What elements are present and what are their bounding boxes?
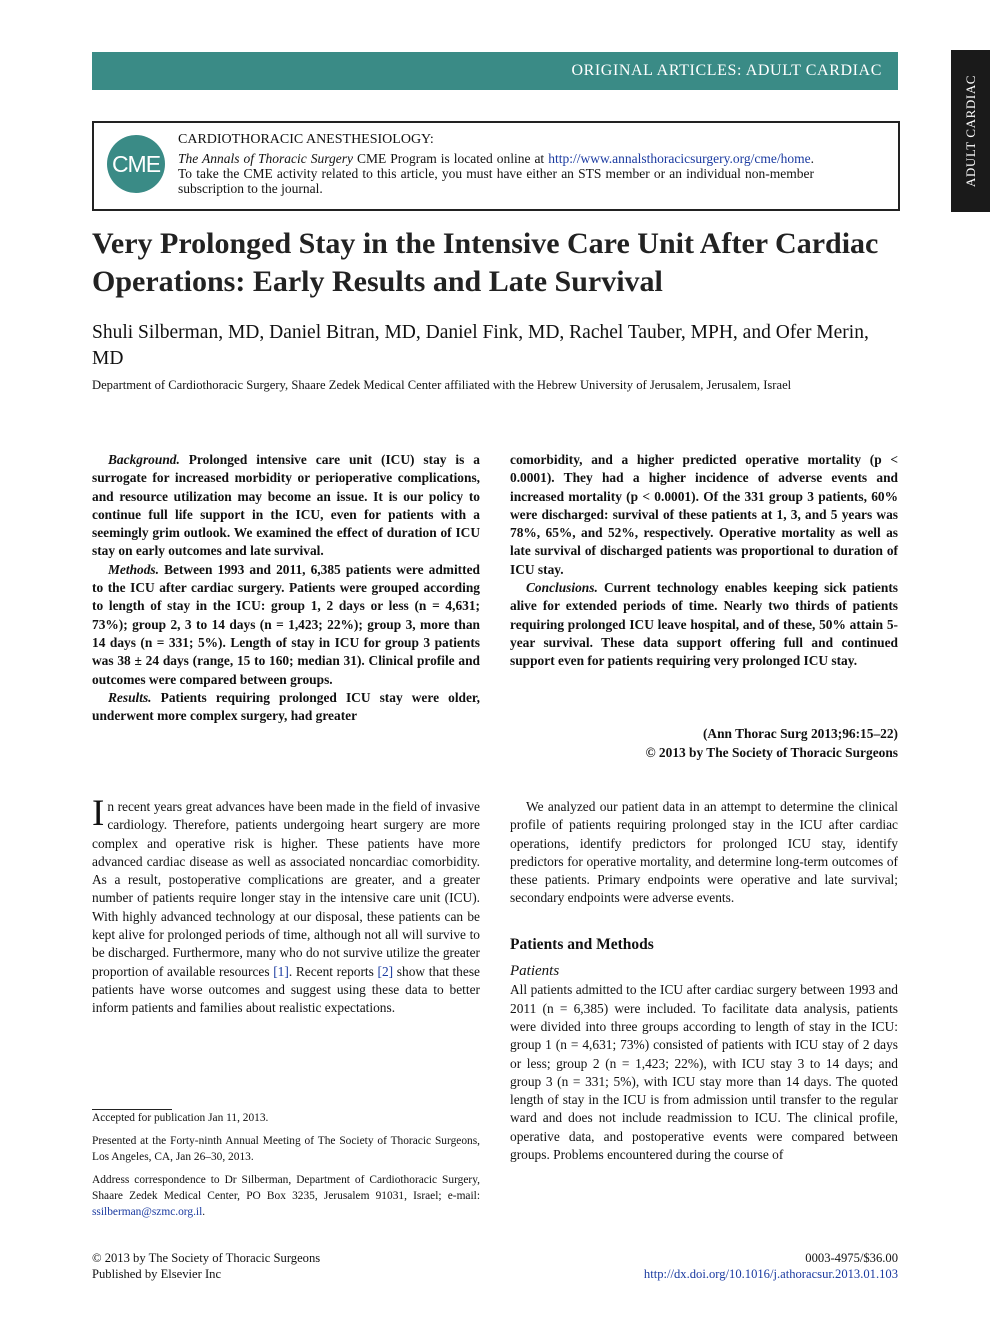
footer-issn: 0003-4975/$36.00 <box>805 1251 898 1265</box>
abstract-background-text: Prolonged intensive care unit (ICU) stay is a surrogate for increased morbidity or perioperative complications, and resource utilization may become an issue. It is our policy to continue full life support in the ICU, even for patients with a seemingly grim outlook. We examined the effect of duration of ICU stay on early outcomes and late survival. <box>92 452 480 559</box>
abstract-conclusions-label: Conclusions. <box>526 580 598 596</box>
doi-link[interactable]: http://dx.doi.org/10.1016/j.athoracsur.2013.01.103 <box>643 1267 898 1281</box>
intro-text-b: . Recent reports <box>288 963 378 979</box>
cme-text <box>178 151 814 196</box>
footer-publisher: Published by Elsevier Inc <box>92 1267 222 1281</box>
abstract-conclusions-text: Current technology enables keeping sick patients alive for extended periods of time. Nearly two thirds of patients requiring prolonged ICU leave hospital, and of these, 50% attain 5-year survival. These data support offering full and continued support even for patients requiring very prolonged ICU stay. <box>510 580 898 669</box>
footnote-accepted: Accepted for publication Jan 11, 2013. <box>92 1112 269 1124</box>
footer-copyright: © 2013 by The Society of Thoracic Surgeons <box>92 1251 321 1265</box>
abstract-results-start <box>92 689 480 726</box>
intro-paragraph <box>92 793 480 1018</box>
reference-1-link[interactable]: [1] <box>273 963 289 979</box>
citation-block <box>510 724 898 762</box>
intro-text-c: show that these patients have worse outcomes and suggest using these data to better inform patients and families about realistic expectations. <box>92 963 480 1016</box>
side-section-tab-label: ADULT CARDIAC <box>962 74 978 188</box>
footer-right <box>560 1250 898 1282</box>
drop-cap: I <box>92 793 105 834</box>
footer-left <box>92 1250 320 1282</box>
study-aims-paragraph: We analyzed our patient data in an attempt to determine the clinical profile of patients requiring prolonged stay in the ICU after cardiac operations, identify predictors for prolonged ICU stay, identify predictors for operative mortality, and determine long-term outcomes of these patients. Primary endpoints were operative and late survival; secondary endpoints were adverse events. <box>510 799 898 906</box>
footnote-address-text: Address correspondence to Dr Silberman, Department of Cardiothoracic Surgery, Shaare Zedek Medical Center, PO Box 3235, Jerusalem 91031, Israel; e-mail: <box>92 1174 480 1202</box>
email-link[interactable]: ssilberman@szmc.org.il <box>92 1206 203 1218</box>
cme-logo-icon: CME <box>107 135 165 193</box>
abstract-copyright: © 2013 by The Society of Thoracic Surgeons <box>645 745 898 760</box>
section-banner <box>92 52 898 90</box>
abstract-conclusions <box>510 579 898 670</box>
body-left-column <box>92 793 480 1018</box>
abstract-results-text-a: Patients requiring prolonged ICU stay were older, underwent more complex surgery, had greater <box>92 689 480 724</box>
footnote-presented: Presented at the Forty-ninth Annual Meeting of The Society of Thoracic Surgeons, Los Angeles, CA, Jan 26–30, 2013. <box>92 1135 480 1163</box>
patients-paragraph: All patients admitted to the ICU after cardiac surgery between 1993 and 2011 (n = 6,385) were included. To facilitate data analysis, patients were divided into three groups according to length of stay in the ICU: group 1 (n = 4,631; 73%) consisted of patients with ICU stay of 2 days or less; group 2 (n = 1,423; 22%), with ICU stay 3 to 14 days; and group 3 (n = 331; 5%), with ICU stay more than 14 days. The quoted length of stay in the ICU is from admission until transfer to the regular ward and does not include readmission to ICU. The clinical profile, operative data, and postoperative events were compared between groups. Problems encountered during the course of <box>510 982 898 1163</box>
abstract-methods-label: Methods. <box>108 561 159 577</box>
article-title: Very Prolonged Stay in the Intensive Care Unit After Cardiac Operations: Early Results and Late Survival <box>92 227 879 298</box>
cme-url-link[interactable]: http://www.annalsthoracicsurgery.org/cme/home <box>548 151 811 166</box>
cme-rest-text: . To take the CME activity related to this article, you must have either an STS member or an individual non-member subscription to the journal. <box>178 151 814 196</box>
journal-name: The Annals of Thoracic Surgery <box>178 151 353 166</box>
side-section-tab <box>951 50 990 212</box>
journal-citation: (Ann Thorac Surg 2013;96:15–22) <box>702 726 898 741</box>
subsection-heading: Patients <box>510 963 560 980</box>
intro-text-a: n recent years great advances have been made in the field of invasive cardiology. Therefore, patients undergoing heart surgery are more complex and operative risk is higher. These patients have more advanced cardiac disease as well as associated noncardiac comorbidity. As a result, postoperative complications are greater, and a greater number of patients require longer stay in the intensive care unit (ICU). With highly advanced technology at our disposal, these patients can be kept alive for prolonged periods of time, although not all will survive to be discharged. Furthermore, many who do not survive utilize the greater proportion of available resources <box>92 799 480 979</box>
body-right-column <box>510 798 898 1164</box>
abstract-background <box>92 451 480 561</box>
cme-located-text: CME Program is located online at <box>352 151 549 166</box>
abstract-results-continued: comorbidity, and a higher predicted operative mortality (p < 0.0001). They had a higher incidence of adverse events and increased mortality (p < 0.0001). Of the 331 group 3 patients, 60% were discharged: survival of these patients at 1, 3, and 5 years was 78%, 65%, and 52%, respectively. Operative mortality as well as late survival of discharged patients was proportional to duration of ICU stay. <box>510 452 898 577</box>
section-heading: Patients and Methods <box>510 935 654 953</box>
abstract-results-label: Results. <box>108 689 152 705</box>
abstract-methods <box>92 561 480 689</box>
abstract-methods-text: Between 1993 and 2011, 6,385 patients were admitted to the ICU after cardiac surgery. Patients were grouped according to length of stay in the ICU: group 1, 2 days or less (n = 4,631; 73%); group 2, 3 to 14 days (n = 1,423; 22%); group 3, more than 14 days (n = 331; 5%). Length of stay in ICU for group 3 patients was 38 ± 24 days (range, 15 to 160; median 31). Clinical profile and outcomes were compared between groups. <box>92 561 480 687</box>
author-list: Shuli Silberman, MD, Daniel Bitran, MD, Daniel Fink, MD, Rachel Tauber, MPH, and Ofer Merin, MD <box>92 322 869 369</box>
affiliation: Department of Cardiothoracic Surgery, Shaare Zedek Medical Center affiliated with the Hebrew University of Jerusalem, Jerusalem, Israel <box>92 378 792 392</box>
abstract-background-label: Background. <box>108 452 180 467</box>
cme-notice-box <box>92 121 900 211</box>
cme-heading: CARDIOTHORACIC ANESTHESIOLOGY: <box>178 132 434 147</box>
reference-2-link[interactable]: [2] <box>377 963 394 979</box>
section-banner-label: ORIGINAL ARTICLES: ADULT CARDIAC <box>571 62 882 79</box>
footnote-address <box>92 1172 480 1220</box>
footnotes <box>92 1110 480 1227</box>
abstract-right-column <box>510 451 898 671</box>
abstract-left-column <box>92 451 480 725</box>
footnote-address-end: . <box>202 1206 206 1218</box>
